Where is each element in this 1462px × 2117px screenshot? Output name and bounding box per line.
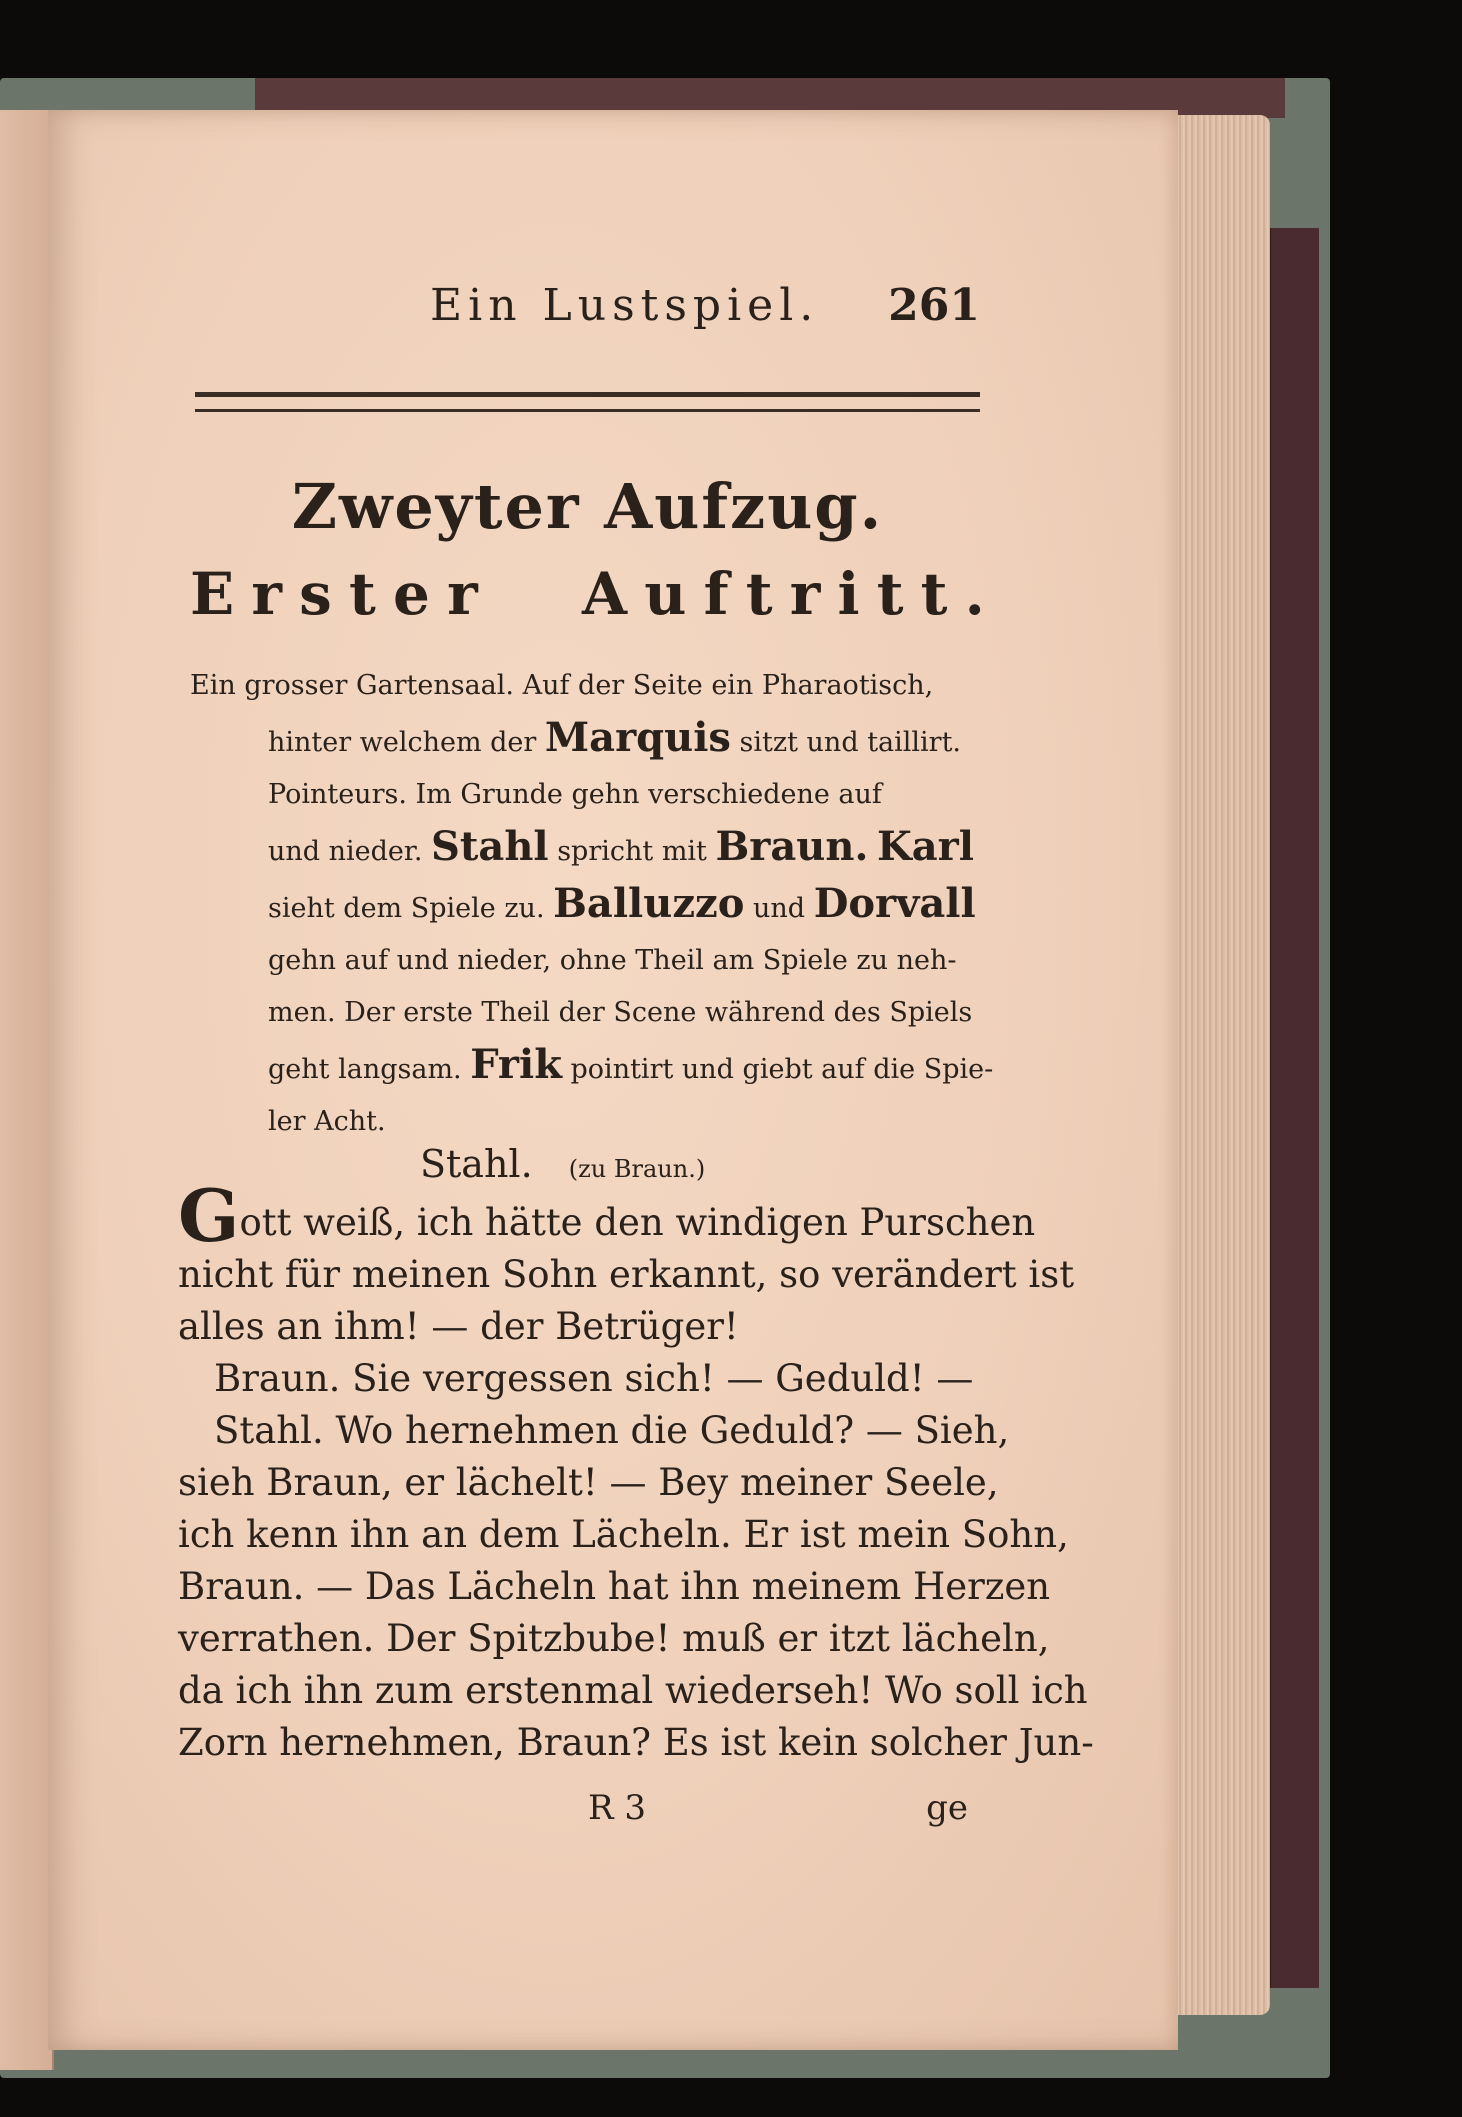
scene-letter: t (920, 560, 948, 628)
stage-line: Ein grosser Gartensaal. Auf der Seite ein Pharaotisch, (190, 670, 934, 701)
stage-text: sitzt und taillirt. (739, 727, 962, 758)
page-footer (178, 1788, 978, 1838)
facing-page-edge (0, 110, 54, 2070)
character-name: Marquis (544, 714, 731, 761)
scene-letter: r (447, 560, 478, 628)
character-name: Karl (876, 823, 974, 870)
drop-cap: G (178, 1173, 240, 1258)
stage-line (190, 878, 990, 935)
stage-line (190, 1039, 994, 1096)
character-name: Frik (470, 1041, 562, 1088)
page-edges (1170, 115, 1270, 2015)
spine-binding (1268, 228, 1319, 1988)
stage-text: hinter welchem der (268, 727, 537, 758)
speaker-direction: (zu Braun.) (568, 1155, 706, 1183)
dialogue-line: Stahl. Wo hernehmen die Geduld? — Sieh, (214, 1409, 1010, 1452)
stage-line (190, 712, 990, 769)
scene-letter: E (190, 560, 235, 628)
dialogue-line: sieh Braun, er lächelt! — Bey meiner Seele, (178, 1461, 999, 1504)
stage-line (190, 821, 990, 878)
scene-letter: e (392, 560, 430, 628)
character-name: Stahl (431, 823, 549, 870)
dialogue-line: da ich ihn zum erstenmal wiederseh! Wo soll ich (178, 1669, 1088, 1712)
stage-line: ler Acht. (268, 1106, 386, 1137)
dialogue-line: alles an ihm! — der Betrüger! (178, 1305, 739, 1348)
catchword: ge (926, 1788, 968, 1828)
character-name: Braun. (715, 823, 869, 870)
dialogue (178, 1173, 1094, 1769)
dialogue-line: Zorn hernehmen, Braun? Es ist kein solcher Jun- (178, 1721, 1094, 1764)
stage-line: gehn auf und nieder, ohne Theil am Spiele zu neh- (268, 945, 957, 976)
dialogue-line (178, 1173, 1036, 1258)
dialogue-line: ich kenn ihn an dem Lächeln. Er ist mein Sohn, (178, 1513, 1069, 1556)
scene-letter: i (837, 560, 860, 628)
scene-title (190, 560, 985, 628)
stage-text: und nieder. (268, 836, 423, 867)
speaker-name: Stahl. (420, 1142, 533, 1186)
scene-letter: t (349, 560, 376, 628)
scene-letter: s (299, 560, 332, 628)
running-title: Ein Lustspiel. (430, 280, 820, 331)
stage-text: sieht dem Spiele zu. (268, 893, 545, 924)
page-number: 261 (888, 280, 980, 331)
scene-letter: r (251, 560, 282, 628)
scene-word-gap (495, 560, 565, 628)
scene-letter: A (582, 560, 628, 628)
stage-line: men. Der erste Theil der Scene während des Spiels (268, 997, 973, 1028)
page-header (430, 280, 980, 350)
character-name: Dorvall (813, 880, 976, 927)
stage-text: pointirt und giebt auf die Spie- (570, 1054, 994, 1085)
speaker-heading (420, 1142, 705, 1186)
scene-letter: t (876, 560, 904, 628)
dialogue-line: nicht für meinen Sohn erkannt, so verändert ist (178, 1253, 1075, 1296)
stage-line: Pointeurs. Im Grunde gehn verschiedene auf (268, 779, 882, 810)
signature-mark: R 3 (588, 1788, 647, 1828)
stage-text: geht langsam. (268, 1054, 462, 1085)
header-rule (195, 392, 980, 412)
scene-letter: r (789, 560, 821, 628)
dialogue-line: Braun. Sie vergessen sich! — Geduld! — (214, 1357, 974, 1400)
scene-letter: f (703, 560, 729, 628)
scene-letter: t (745, 560, 773, 628)
act-title: Zweyter Aufzug. (291, 470, 884, 543)
dialogue-line: Braun. — Das Lächeln hat ihn meinem Herzen (178, 1565, 1051, 1608)
stage-direction (190, 660, 994, 1148)
dialogue-line: verrathen. Der Spitzbube! muß er itzt lächeln, (178, 1617, 1050, 1660)
stage-text: und (753, 893, 806, 924)
dialogue-text: ott weiß, ich hätte den windigen Purschen (239, 1201, 1036, 1244)
stage-text: spricht mit (557, 836, 707, 867)
scene-letter: . (964, 560, 985, 628)
scene-letter: u (644, 560, 687, 628)
character-name: Balluzzo (553, 880, 745, 927)
